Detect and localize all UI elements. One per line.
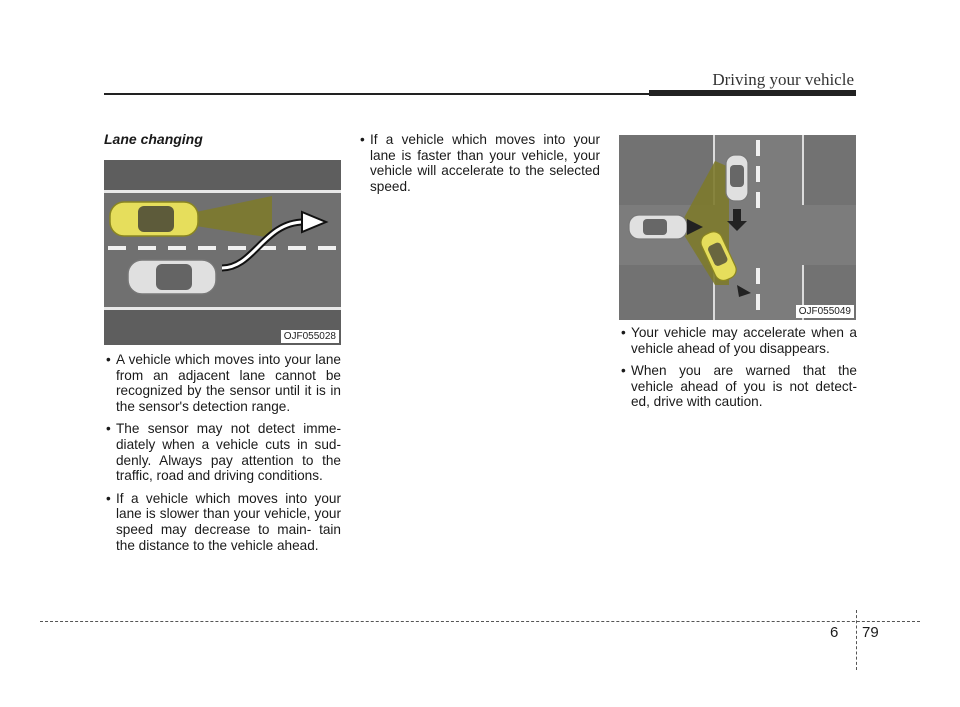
header-rule-bar [649,90,856,96]
bullet-list [358,132,600,194]
section-title: Lane changing [104,131,203,147]
list-item: • A vehicle which moves into your lane from an adjacent lane cannot be recognized by the sensor until it is in the sensor's detection range. [104,352,341,414]
cut-in-illustration [619,135,856,320]
list-item: • When you are warned that the vehicle ahead of you is not detect- ed, drive with caution. [619,363,857,410]
page-number: 79 [862,624,879,641]
column-3 [619,325,857,417]
figure-code: OJF055049 [796,305,854,318]
bullet-list [104,352,341,553]
figure-code: OJF055028 [281,330,339,343]
chapter-number: 6 [830,624,839,641]
bullet-list [619,325,857,410]
cut-in-figure [619,135,856,320]
column-1 [104,132,341,160]
footer-rule [40,621,920,622]
list-item: • If a vehicle which moves into your lane is slower than your vehicle, your speed may decrease to main- tain the distance to the vehicle ahead. [104,491,341,553]
lane-change-figure [104,160,341,345]
list-item: • If a vehicle which moves into your lane is faster than your vehicle, your vehicle will accelerate to the selected speed. [358,132,600,194]
column-2 [358,132,600,201]
footer-divider [856,610,857,670]
running-header-title: Driving your vehicle [712,70,854,89]
list-item: • Your vehicle may accelerate when a vehicle ahead of you disappears. [619,325,857,356]
list-item: • The sensor may not detect imme- diately when a vehicle cuts in sud- denly. Always pay attention to the traffic, road and driving conditions. [104,421,341,483]
lane-change-illustration [104,160,341,345]
column-1-text [104,352,341,560]
